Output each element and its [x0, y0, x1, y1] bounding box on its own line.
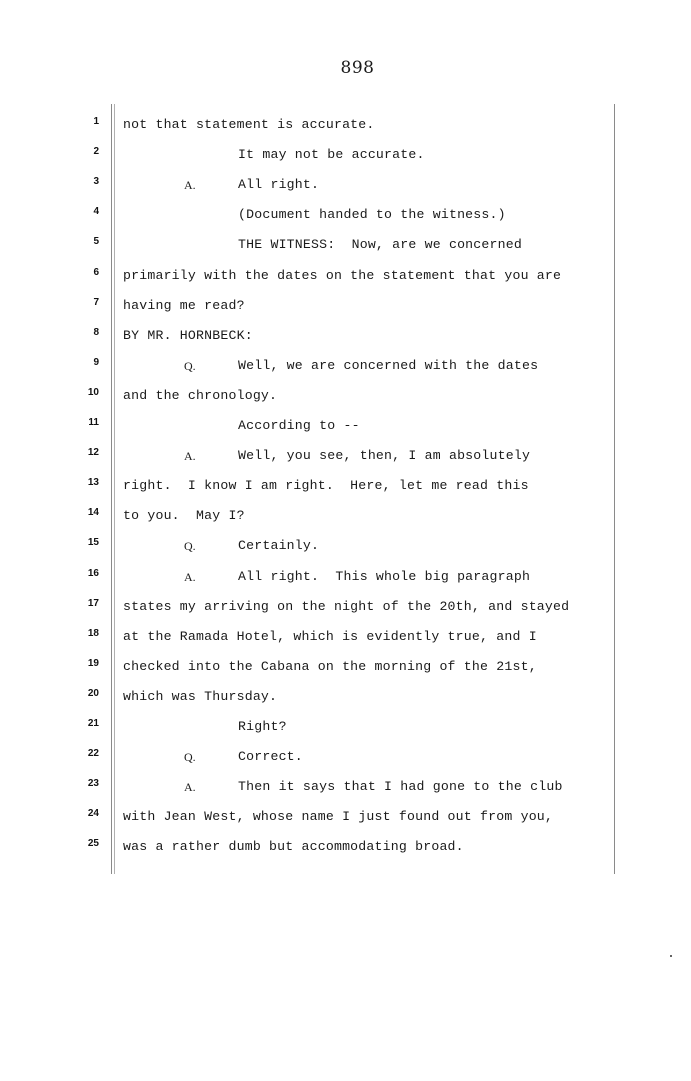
transcript-line — [0, 778, 640, 801]
line-number: 20 — [87, 688, 99, 699]
transcript-line — [0, 838, 640, 861]
transcript-line — [0, 297, 640, 320]
line-text: Certainly. — [238, 538, 320, 553]
transcript-line — [0, 658, 640, 681]
page-number: 898 — [340, 58, 375, 78]
line-text: BY MR. HORNBECK: — [123, 328, 253, 343]
line-text: Correct. — [238, 749, 303, 764]
line-text: It may not be accurate. — [238, 147, 425, 162]
line-number: 13 — [87, 477, 99, 488]
transcript-line — [0, 537, 640, 560]
line-number: 21 — [87, 718, 99, 729]
line-number: 8 — [93, 327, 99, 338]
speaker-label: A. — [184, 449, 196, 463]
line-text: to you. May I? — [123, 508, 245, 523]
line-number: 14 — [87, 507, 99, 518]
line-number: 7 — [93, 297, 99, 308]
line-text: states my arriving on the night of the 20th, and stayed — [123, 599, 570, 614]
line-text: having me read? — [123, 298, 245, 313]
transcript-line — [0, 327, 640, 350]
line-text: Well, we are concerned with the dates — [238, 358, 539, 373]
line-text: which was Thursday. — [123, 689, 278, 704]
line-number: 15 — [87, 537, 99, 548]
line-number: 2 — [93, 146, 99, 157]
line-number: 24 — [87, 808, 99, 819]
speaker-label: A. — [184, 178, 196, 192]
line-text: (Document handed to the witness.) — [238, 207, 506, 222]
line-number: 6 — [93, 267, 99, 278]
transcript-line — [0, 357, 640, 380]
line-number: 23 — [87, 778, 99, 789]
line-text: Well, you see, then, I am absolutely — [238, 448, 531, 463]
line-text: right. I know I am right. Here, let me read this — [123, 478, 529, 493]
line-number: 18 — [87, 628, 99, 639]
transcript-line — [0, 236, 640, 259]
transcript-line — [0, 477, 640, 500]
speaker-label: Q. — [184, 539, 196, 553]
line-number: 3 — [93, 176, 99, 187]
line-text: According to -- — [238, 418, 360, 433]
line-number: 9 — [93, 357, 99, 368]
line-text: was a rather dumb but accommodating broad. — [123, 839, 464, 854]
line-text: with Jean West, whose name I just found out from you, — [123, 809, 554, 824]
transcript-line — [0, 116, 640, 139]
speaker-label: Q. — [184, 359, 196, 373]
transcript-line — [0, 688, 640, 711]
line-text: not that statement is accurate. — [123, 117, 375, 132]
line-number: 25 — [87, 838, 99, 849]
line-number: 22 — [87, 748, 99, 759]
line-number: 1 — [93, 116, 99, 127]
line-number: 11 — [88, 417, 99, 428]
transcript-line — [0, 748, 640, 771]
speaker-label: Q. — [184, 750, 196, 764]
line-text: THE WITNESS: Now, are we concerned — [238, 237, 522, 252]
line-text: All right. — [238, 177, 320, 192]
transcript-line — [0, 628, 640, 651]
transcript-line — [0, 447, 640, 470]
transcript-line — [0, 598, 640, 621]
line-text: All right. This whole big paragraph — [238, 569, 531, 584]
speaker-label: A. — [184, 570, 196, 584]
line-number: 10 — [87, 387, 99, 398]
transcript-line — [0, 507, 640, 530]
transcript-line — [0, 176, 640, 199]
transcript-line — [0, 718, 640, 741]
transcript-line — [0, 267, 640, 290]
speaker-label: A. — [184, 780, 196, 794]
line-number: 4 — [93, 206, 99, 217]
transcript-line — [0, 568, 640, 591]
line-text: and the chronology. — [123, 388, 278, 403]
transcript-line — [0, 387, 640, 410]
transcript-line — [0, 146, 640, 169]
scan-speck — [670, 955, 672, 957]
line-number: 19 — [87, 658, 99, 669]
line-number: 5 — [93, 236, 99, 247]
line-text: primarily with the dates on the statement that you are — [123, 268, 562, 283]
transcript-line — [0, 206, 640, 229]
line-text: Right? — [238, 719, 287, 734]
transcript-line — [0, 808, 640, 831]
line-number: 12 — [87, 447, 99, 458]
line-text: Then it says that I had gone to the club — [238, 779, 563, 794]
line-text: at the Ramada Hotel, which is evidently true, and I — [123, 629, 537, 644]
line-number: 16 — [87, 568, 99, 579]
transcript-line — [0, 417, 640, 440]
line-text: checked into the Cabana on the morning of the 21st, — [123, 659, 537, 674]
line-number: 17 — [87, 598, 99, 609]
